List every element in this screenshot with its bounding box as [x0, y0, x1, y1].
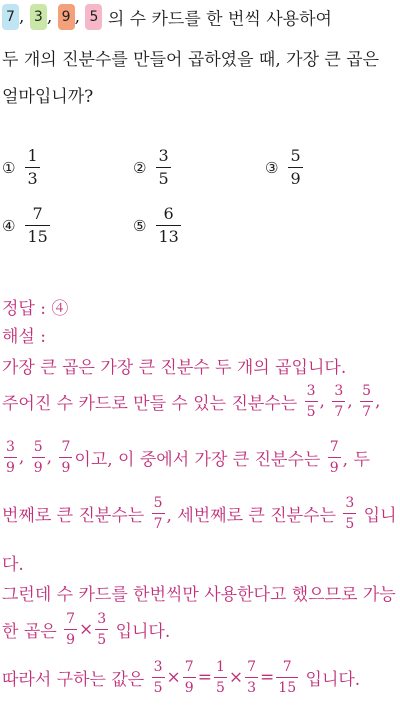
text: 따라서 구하는 값은	[2, 670, 145, 690]
denominator: 5	[95, 629, 108, 647]
fraction	[25, 206, 49, 245]
text: 번째로 큰 진분수는	[2, 506, 145, 526]
number-card-5: 5	[85, 4, 102, 30]
fraction	[245, 660, 258, 695]
numerator: 1	[27, 146, 38, 165]
numerator: 7	[282, 659, 292, 675]
equals-sign: =	[197, 667, 212, 688]
numerator: 3	[158, 146, 169, 165]
numerator: 7	[247, 659, 257, 675]
text: 이고, 이 중에서 가장 큰 진분수는	[74, 450, 321, 470]
fraction	[25, 148, 39, 187]
numerator: 5	[362, 383, 371, 399]
text: 입니다.	[115, 622, 171, 642]
denominator: 9	[183, 677, 196, 695]
explanation-label: 해설 :	[2, 327, 46, 347]
denominator: 3	[27, 169, 38, 188]
explanation-line-8	[2, 660, 398, 695]
choice-marker: ①	[2, 158, 16, 177]
fraction	[95, 612, 108, 647]
denominator: 15	[27, 227, 48, 246]
fraction	[343, 496, 356, 531]
numerator: 3	[306, 383, 316, 399]
choice-4[interactable]	[2, 206, 52, 245]
comma: ,	[319, 391, 325, 412]
numerator: 5	[290, 146, 301, 165]
choice-marker: ②	[133, 158, 147, 177]
question-line-2: 두 개의 진분수를 만들어 곱하였을 때, 가장 큰 곱은	[2, 50, 380, 70]
fraction	[288, 148, 302, 187]
choice-marker: ⑤	[133, 216, 147, 235]
choice-marker: ④	[2, 216, 16, 235]
question-line-3: 얼마입니까?	[2, 87, 94, 107]
choice-2[interactable]	[133, 148, 173, 187]
number-card-9: 9	[58, 4, 75, 30]
comma: ,	[347, 391, 353, 412]
numerator: 7	[66, 611, 75, 627]
numerator: 1	[215, 659, 225, 675]
denominator: 5	[152, 677, 165, 695]
comma: ,	[46, 447, 53, 468]
text: , 두	[342, 450, 370, 470]
explanation-line-5: 다.	[2, 555, 24, 575]
number-card-3: 3	[30, 4, 47, 30]
denominator: 9	[290, 169, 301, 188]
numerator: 7	[61, 439, 71, 455]
fraction	[276, 660, 298, 695]
fraction	[152, 660, 165, 695]
numerator: 3	[334, 383, 344, 399]
denominator: 9	[59, 457, 72, 475]
numerator: 5	[33, 439, 43, 455]
denominator: 9	[32, 457, 45, 475]
denominator: 5	[305, 401, 318, 419]
fraction	[360, 384, 373, 419]
fraction	[4, 440, 17, 475]
times-sign: ×	[79, 619, 94, 640]
denominator: 5	[343, 513, 356, 531]
explanation-line-2	[2, 384, 398, 419]
denominator: 7	[152, 513, 165, 531]
fraction	[59, 440, 72, 475]
comma: ,	[19, 7, 25, 27]
number-card-7: 7	[2, 4, 19, 30]
comma: ,	[74, 7, 81, 27]
times-sign: ×	[166, 667, 181, 688]
numerator: 3	[153, 659, 163, 675]
comma: ,	[46, 7, 53, 27]
fraction	[64, 612, 77, 647]
numerator: 3	[6, 439, 15, 455]
denominator: 7	[360, 401, 373, 419]
denominator: 5	[158, 169, 169, 188]
explanation-line-3	[2, 440, 398, 475]
denominator: 9	[328, 457, 341, 475]
numerator: 7	[329, 439, 339, 455]
numerator: 7	[184, 659, 194, 675]
question-line-1	[2, 4, 398, 30]
numerator: 5	[153, 495, 163, 511]
denominator: 9	[64, 629, 77, 647]
denominator: 9	[4, 457, 17, 475]
fraction	[156, 148, 170, 187]
numerator: 7	[32, 204, 43, 223]
equals-sign: =	[260, 667, 275, 688]
denominator: 7	[332, 401, 345, 419]
fraction	[305, 384, 318, 419]
explanation-line-1: 가장 큰 곱은 가장 큰 진분수 두 개의 곱입니다.	[2, 358, 347, 378]
choice-5[interactable]	[133, 206, 183, 245]
choice-marker: ③	[265, 158, 279, 177]
fraction	[156, 206, 180, 245]
comma: ,	[18, 447, 25, 468]
fraction	[332, 384, 345, 419]
numerator: 3	[345, 495, 355, 511]
numerator: 6	[163, 204, 174, 223]
explanation-line-4	[2, 496, 398, 531]
denominator: 13	[158, 227, 179, 246]
question-text-1: 의 수 카드를 한 번씩 사용하여	[107, 9, 332, 30]
fraction	[214, 660, 227, 695]
choice-1[interactable]	[2, 148, 42, 187]
text: 입니	[363, 506, 397, 526]
text: 입니다.	[305, 670, 361, 690]
times-sign: ×	[228, 667, 244, 688]
denominator: 3	[245, 677, 258, 695]
denominator: 5	[214, 677, 227, 695]
fraction	[328, 440, 341, 475]
numerator: 3	[97, 611, 107, 627]
text: , 세번째로 큰 진분수는	[166, 506, 336, 526]
text: 주어진 수 카드로 만들 수 있는 진분수는	[2, 394, 298, 414]
explanation-line-6: 그런데 수 카드를 한번씩만 사용한다고 했으므로 가능	[2, 585, 396, 605]
choice-3[interactable]	[265, 148, 305, 187]
fraction	[183, 660, 196, 695]
fraction	[152, 496, 165, 531]
explanation-line-7	[2, 612, 398, 647]
text: 한 곱은	[2, 622, 57, 642]
denominator: 15	[276, 677, 298, 695]
answer-label: 정답 : ④	[2, 299, 69, 319]
fraction	[32, 440, 45, 475]
comma: ,	[374, 391, 381, 412]
